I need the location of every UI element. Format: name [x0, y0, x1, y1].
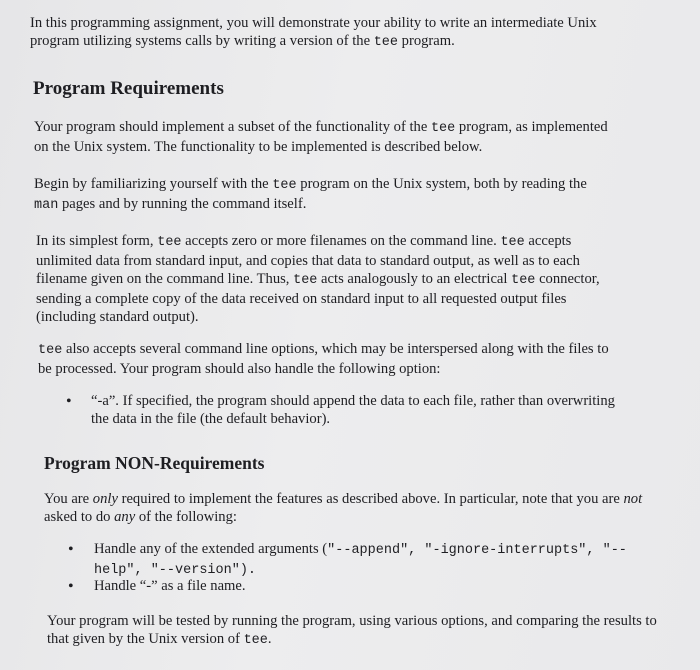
requirements-paragraph-2: Begin by familiarizing yourself with the tee program on the Unix system, both by reading the man pages and by running the command itself.	[34, 176, 587, 213]
requirements-paragraph-3: In its simplest form, tee accepts zero or more filenames on the command line. tee accepts unlimited data from standard input, and copies that data to standard output, as well as to each filename given on the command line. Thus, tee acts analogously to an electrical tee connector, sending a complete copy of the data received on standard input to all requested output files (including standard output).	[36, 233, 600, 325]
requirements-paragraph-1: Your program should implement a subset of the functionality of the tee program, as implemented on the Unix system. The functionality to be implemented is described below.	[34, 119, 608, 155]
non-requirements-heading: Program NON-Requirements	[44, 453, 265, 473]
requirements-heading: Program Requirements	[33, 78, 224, 99]
dash-filename-item: Handle “-” as a file name.	[94, 578, 246, 594]
option-a-item: “-a”. If specified, the program should append the data to each file, rather than overwriting the data in the file (the default behavior).	[91, 393, 615, 427]
testing-paragraph: Your program will be tested by running the program, using various options, and comparing the results to that given by the Unix version of tee.	[47, 613, 657, 648]
bullet-dot: •	[68, 541, 74, 558]
intro-line-2: program utilizing systems calls by writing a version of the tee program.	[30, 33, 455, 50]
intro-line-1: In this programming assignment, you will demonstrate your ability to write an intermediate Unix	[30, 15, 597, 31]
extended-args-item: Handle any of the extended arguments ("--append", "-ignore-interrupts", "-- help", "--version").	[94, 541, 627, 578]
non-requirements-paragraph: You are only required to implement the features as described above. In particular, note that you are not asked to do any of the following:	[44, 491, 643, 525]
intro-paragraph	[30, 14, 597, 52]
bullet-dot: •	[68, 578, 74, 595]
requirements-paragraph-4: tee also accepts several command line options, which may be interspersed along with the files to be processed. Your program should also handle the following option:	[38, 341, 609, 377]
bullet-dot: •	[66, 393, 72, 410]
